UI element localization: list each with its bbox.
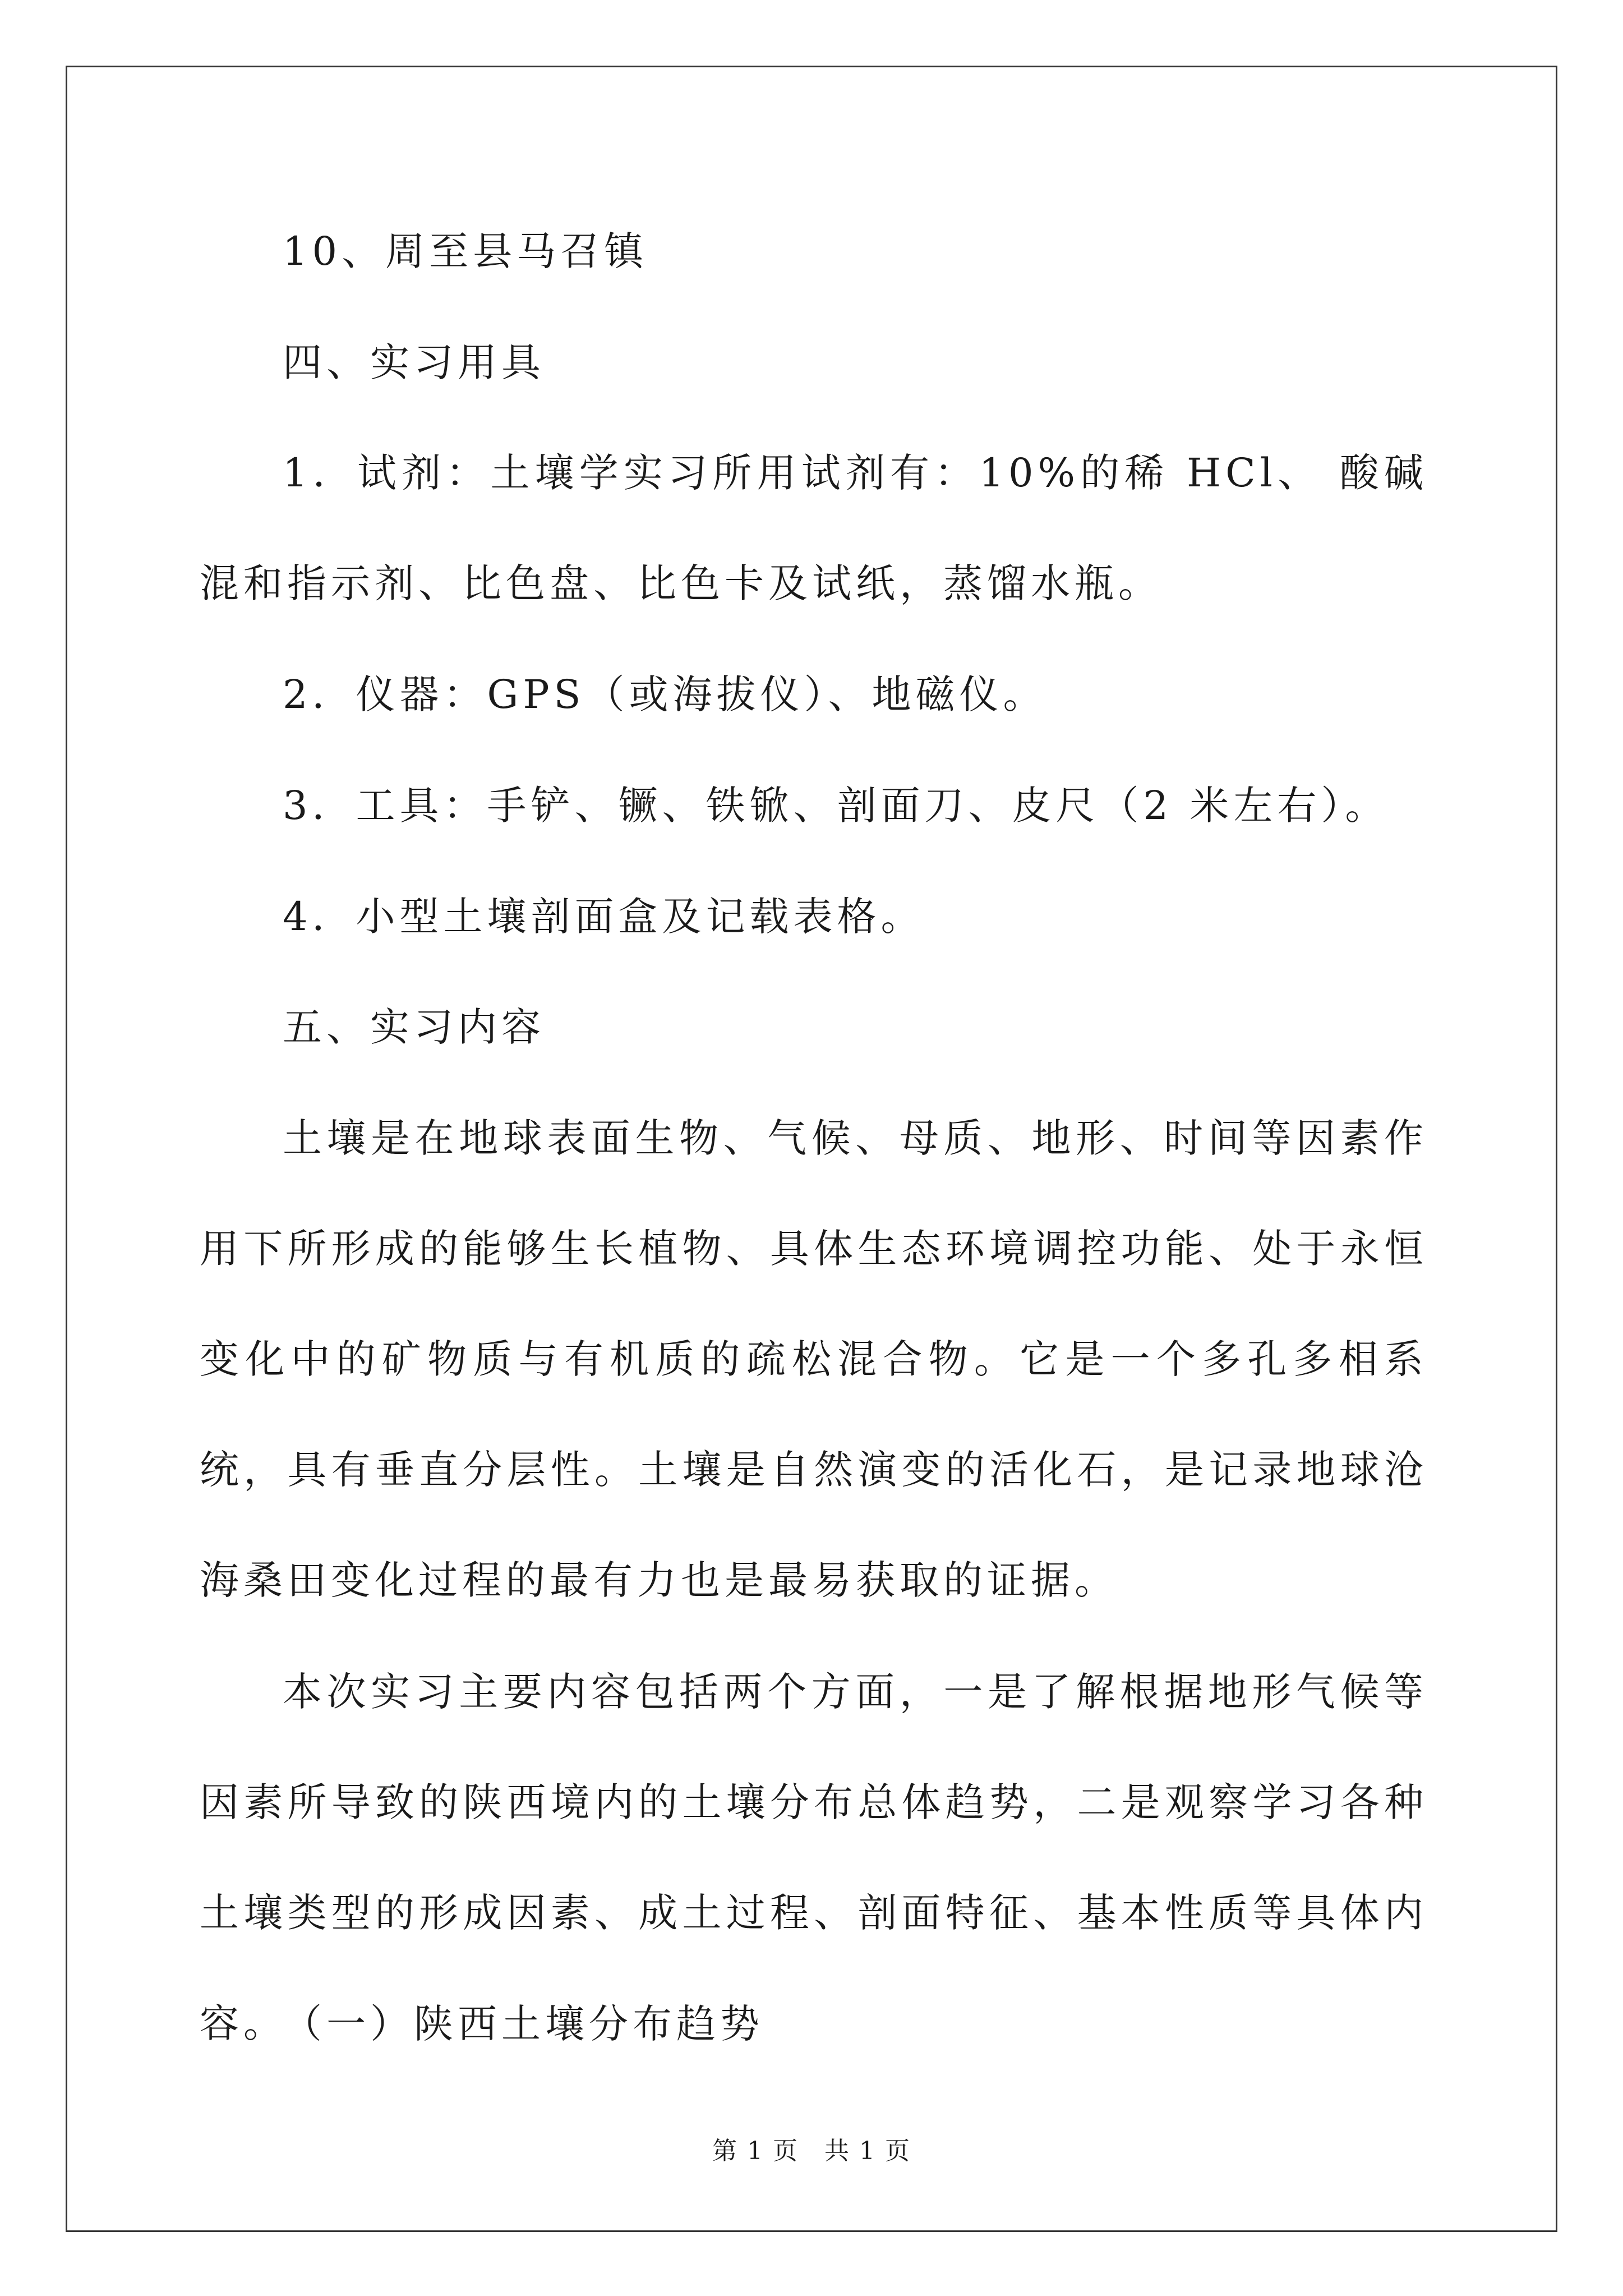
paragraph-internship-content: 本次实习主要内容包括两个方面，一是了解根据地形气候等因素所导致的陕西境内的土壤分布总体趋势，二是观察学习各种土壤类型的形成因素、成土过程、剖面特征、基本性质等具体内容。 xyxy=(200,1669,1428,2046)
paragraph-soil-definition: 土壤是在地球表面生物、气候、母质、地形、时间等因素作用下所形成的能够生长植物、具体生态环境调控功能、处于永恒变化中的矿物质与有机质的疏松混合物。它是一个多孔多相系统，具有垂直分层性。土壤是自然演变的活化石，是记录地球沧海桑田变化过程的最有力也是最易获取的证据。 xyxy=(200,1115,1428,1603)
paragraph-profile-box: 4．小型土壤剖面盒及记载表格。 xyxy=(283,894,925,940)
subsection-heading-distribution: （一）陕西土壤分布趋势 xyxy=(283,2001,764,2047)
paragraph-instruments: 2．仪器：GPS（或海拔仪）、地磁仪。 xyxy=(283,671,1047,717)
section-heading-tools: 四、实习用具 xyxy=(283,339,545,385)
list-item-location-10: 10、周至县马召镇 xyxy=(283,228,648,274)
paragraph-reagents: 1．试剂：土壤学实习所用试剂有：10%的稀 HCl、 酸碱混和指示剂、比色盘、比色卡及试纸，蒸馏水瓶。 xyxy=(200,450,1428,606)
section-heading-content: 五、实习内容 xyxy=(283,1004,545,1050)
paragraph-tools: 3．工具：手铲、镢、铁锨、剖面刀、皮尺（2 米左右）。 xyxy=(283,783,1389,829)
page-footer: 第 1 页 共 1 页 xyxy=(712,2137,911,2165)
